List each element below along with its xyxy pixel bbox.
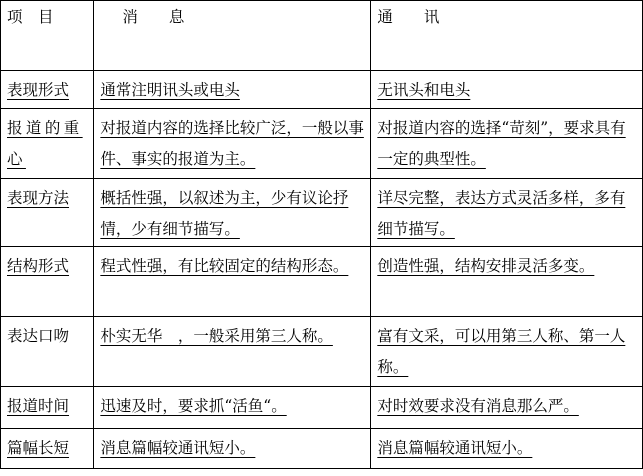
row-news-text: 朴实无华 ，一般采用第三人称。 xyxy=(100,327,333,345)
row-item-label: 表现方法 xyxy=(7,189,70,207)
row-item-cell xyxy=(1,179,94,247)
row-item-cell xyxy=(1,317,94,387)
header-item-label: 项 目 xyxy=(7,8,54,26)
row-news-text: 概括性强，以叙述为主，少有议论抒情，少有细节描写。 xyxy=(100,189,349,238)
header-news xyxy=(94,1,371,71)
row-news-text: 消息篇幅较通讯短小。 xyxy=(100,439,256,457)
row-item-label: 结构形式 xyxy=(7,257,70,275)
row-news-cell xyxy=(94,179,371,247)
row-news-text: 迅速及时，要求抓“活鱼“。 xyxy=(100,397,287,415)
header-news-label: 消 息 xyxy=(122,8,185,26)
row-report-cell xyxy=(371,429,643,469)
row-report-text: 对时效要求没有消息那么严。 xyxy=(377,397,579,415)
row-report-text: 消息篇幅较通讯短小。 xyxy=(377,439,533,457)
row-item-cell xyxy=(1,387,94,429)
row-item-label: 报道时间 xyxy=(7,397,70,415)
row-news-cell xyxy=(94,429,371,469)
row-report-cell xyxy=(371,317,643,387)
row-item-label: 报道的重心 xyxy=(7,119,83,168)
table-row xyxy=(1,179,643,247)
row-item-cell xyxy=(1,247,94,317)
row-report-text: 对报道内容的选择“苛刻”，要求具有一定的典型性。 xyxy=(377,119,626,168)
table-row xyxy=(1,429,643,469)
table-header-row xyxy=(1,1,643,71)
row-report-text: 详尽完整，表达方式灵活多样，多有细节描写。 xyxy=(377,189,626,238)
row-item-label: 表现形式 xyxy=(7,81,70,99)
header-report xyxy=(371,1,643,71)
row-item-cell xyxy=(1,71,94,109)
table-row xyxy=(1,71,643,109)
row-news-text: 程式性强，有比较固定的结构形态。 xyxy=(100,257,349,275)
table-row xyxy=(1,247,643,317)
row-news-text: 通常注明讯头或电头 xyxy=(100,81,240,99)
row-report-text: 创造性强，结构安排灵活多变。 xyxy=(377,257,595,275)
row-news-cell xyxy=(94,317,371,387)
row-news-cell xyxy=(94,109,371,179)
row-report-cell xyxy=(371,179,643,247)
row-item-label: 表达口吻 xyxy=(7,327,70,345)
row-news-cell xyxy=(94,247,371,317)
row-report-cell xyxy=(371,109,643,179)
row-item-label: 篇幅长短 xyxy=(7,439,70,457)
row-news-cell xyxy=(94,387,371,429)
row-item-cell xyxy=(1,429,94,469)
table-row xyxy=(1,109,643,179)
row-report-cell xyxy=(371,387,643,429)
row-item-cell xyxy=(1,109,94,179)
row-report-text: 富有文采，可以用第三人称、第一人称。 xyxy=(377,327,626,376)
table-row xyxy=(1,317,643,387)
header-item xyxy=(1,1,94,71)
header-report-label: 通 讯 xyxy=(377,8,440,26)
row-report-cell xyxy=(371,71,643,109)
row-news-text: 对报道内容的选择比较广泛，一般以事件、事实的报道为主。 xyxy=(100,119,364,168)
row-report-cell xyxy=(371,247,643,317)
row-report-text: 无讯头和电头 xyxy=(377,81,471,99)
table-row xyxy=(1,387,643,429)
row-news-cell xyxy=(94,71,371,109)
